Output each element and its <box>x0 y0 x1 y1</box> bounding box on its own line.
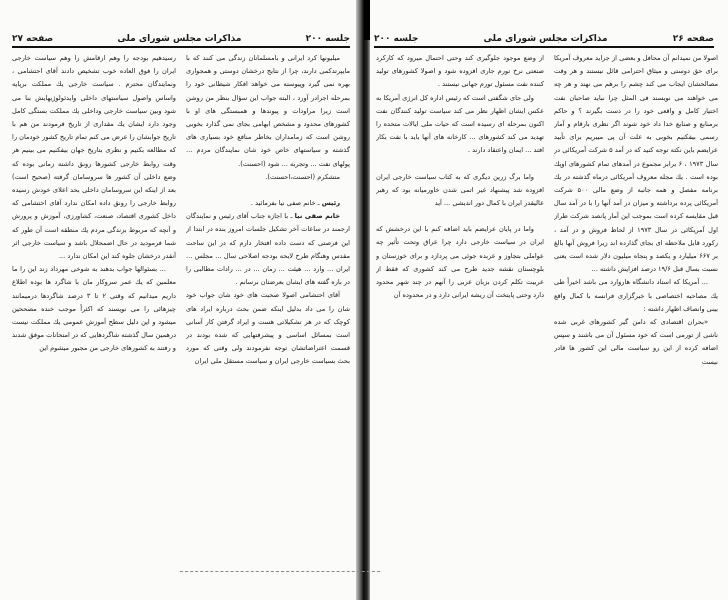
paragraph-speaker-turn <box>186 210 350 289</box>
paragraph <box>12 52 176 263</box>
left-page-title: مذاکرات مجلس شورای ملی <box>117 34 242 44</box>
paragraph-text: ـ خانم صفی نیا بفرمائید . <box>250 199 320 208</box>
left-page-session: جلسه ۲۰۰ <box>305 34 350 44</box>
paragraph <box>186 52 350 171</box>
paragraph <box>554 276 718 316</box>
book-spine-gutter <box>356 0 370 600</box>
paragraph-text: ـ با اجازه جناب آقای رئیس و نمایندگان ارجمند در ساعات آخر تشکیل جلسات امروز بنده در ابتدا از این فرصتی که دست داده افتخار دارم که در این ساحت مقدس وهنگام طرح لایحه بودجه اصلاحی سال ... مجلس ... ایران ... وارد ... هیئت ... زمان ... در ... رادات مطالبی را در باره گفته های ایشان بعرضتان برسانم . <box>186 212 350 287</box>
paragraph-text: آقای احتشامی اصولا صحبت های خود شان جواب خود شان را می داد بدلیل اینکه ضمن بحث درباره ایراد های کوچک که در هر تشکیلاتی هست و ایراد گرفتن کار آسانی است بمسائل اساسی و پیشرفتهایی که شده بودند در قسمت اعتراضاتشان توجه نفرمودند ولی وقتی که مورد بحث بسیاست خارجی ایران و سیاست مستقل ملی ایران <box>186 291 350 366</box>
paragraph <box>554 52 718 276</box>
scan-artifact-line <box>180 571 380 572</box>
right-page-header <box>374 30 714 48</box>
paragraph-text: «بحران اقتصادی که دامن گیر کشورهای غربی شده ناشی از تورمی است که خود مسئول آن می باشند و سپس اضافه کرده از این رو سیاست مالی این کشور ها قادر نیست <box>554 318 718 366</box>
paragraph <box>186 289 350 368</box>
left-page-header <box>12 30 350 48</box>
left-page-column-right <box>186 52 350 582</box>
paragraph-text: ولی جای شگفتی است که رئیس اداره کل انرژی آمریکا به عکس ایشان اظهار نظر می کند سیاست تولید کنندگان نفت اکنون بمرحله ای رسیده است که حیات ملی ایالات متحده را تهدید می کند کشورهای ... کارخانه های آنها باید با نفت بکار افتد ... ایمان واعتقاد دارند . <box>376 93 544 155</box>
left-page-number: صفحه ۲۷ <box>12 34 54 44</box>
paragraph-text: رسیدهیم بودجه را وهم ارقامش را وهم سیاست خارجی ایران را فوق العاده خوب تشخیص دادند آقای احتشامی ، ونمایندگان محترم . سیاست خارجی یك مملکت برپایه واساس واصول سیاستهای داخلی وایدئولوژیهایش بنا می شود وبین سیاست خارجی وداخلی یك مملکت بستگی کامل وجود دارد ایشان یك مقداری از تاریخ فرمودند من هم با تاریخ جوابشان را عرض می کنم تمام تاریخ کشور خودمان را که مطالعه بکنیم و نظری بتاریخ جهان بیفکنیم می بینیم هر وقت روابط خارجی کشورها رونق داشته زمانی بوده که وضع داخلی آن کشور ها سروسامان گرفته (صحیح است) بعد از اینکه این سروسامان داخلی بحد اعلای خودش رسیده روابط خارجی را رونق داده امکان ندارد آقای احتشامی که داخل کشوری اقتصاد، صنعت، کشاورزی، آموزش و پرورش و آنچه که مربوط بزندگی مردم یك منطقه است آن طور که شما فرمودید در حال اضمحلال باشد و سیاست خارجی اثر آنقدر درخشان جلوه کند این امکان ندارد ... <box>12 54 176 261</box>
book-spine-shadow <box>364 0 370 40</box>
paragraph-text: ... بسئوالها جواب بدهند به شوخی مهرداد زند این را ما معلمین که یك عمر سروکار مان با شاگرد ها بوده اطلاع داریم میدانیم که وقتی ۲ تا ۳ درصد شاگردها درمیمانند چیزهائی را می نویسند که اکثراً موجب خنده مصححین میشود و این دلیل سطح آموزش عمومی یك مملکت نیست درهمین سال گذشته شاگردهایی که در امتحانات موفق شدند و رفتند به کشورهای خارجی من مجبور میشوم این <box>12 265 176 353</box>
left-page-column-left <box>12 52 176 582</box>
paragraph-text: واما برگ زرین دیگری که به کتاب سیاست خارجی ایران افزوده شد پیشنهاد غیر اتمی شدن خاورمیانه بود که رهبر عالیقدر ایران با کمال دور اندیشی ... آید <box>376 172 544 208</box>
right-page-number: صفحه ۲۶ <box>672 34 714 44</box>
paragraph <box>376 52 544 92</box>
paragraph-text: از وضع موجود جلوگیری کند وحتی احتمال میرود که کارکرد صنعتی نرخ تورم جاری افزوده شود و اصولا کشورهای تولید کننده نفت مسئول تورم جهانی نیستند . <box>376 54 544 89</box>
left-page <box>0 0 358 600</box>
paragraph-text: ... آمریکا که استاد دانشگاه هاروارد می باشد اخیراً طی یك مصاحبه اختصاصی با خبرگزاری فرانسه با کمال واقع بینی وانصاف اظهار داشته : <box>554 278 718 313</box>
speaker-name: خانم صفی نیا <box>294 212 340 221</box>
paragraph-text: واما در پایان عرایضم باید اضافه کنم با این درخشش که ایران در سیاست خارجی دارد چرا عراق وتحت تأثیر چه عواملی بتجاوز و عربده جوئی می پردازد و برای خوزستان و بلوچستان نقشه جدید طرح می کند کشوری که فقط از عربیت تکلم کردن بزبان عربی را آنهم در چند شهر محدود دارد وحتی پایتخت آن ریشه ایرانی دارد و در محدوده آن <box>376 225 544 300</box>
right-page-column-right <box>554 52 718 582</box>
paragraph-text: میلیونها کرد ایرانی و بامسلمانان زندگی می کنند که با مایپرتدکمی دارند، چرا از نتایج درخشان دوستی و همجواری بهره نمی گیرد وپیوسته می خواهد افکار شیطانی خود را بمرحله اجرادر آورد ، البته جواب این سؤال بنظر من روشن است زیرا مراودات و پیوندها و همبستگی های او با کشورهای محدود و مشخص ابهامی بجای نمی گذارد بخوبی روشن است که زمامداران بخاطر منافع خود بسیاری های گذشته و سیاستهای خاص خود شان نمایندگان مردم ... پولهای نفت ... وتجربه ... شود (احسنت). <box>186 54 350 168</box>
right-page <box>368 0 728 600</box>
right-page-title: مذاکرات مجلس شورای ملی <box>483 34 608 44</box>
paragraph <box>186 171 350 184</box>
paragraph-speaker-turn <box>186 197 350 210</box>
right-page-column-left <box>376 52 544 582</box>
right-page-session: جلسه ۲۰۰ <box>374 34 419 44</box>
paragraph <box>376 92 544 158</box>
paragraph-text: اصولا من نمیدانم آن محافل و بعضی از جراید معروف آمریکا برای حق دوستی و میثاق احترامی قائل نیستند و هر وقت مصالحشان ایجاب می کند چشم را برهم می نهند و هر چه می خواهند می نویسند فی المثل چرا نباید صاحبان نفت اختیار کامل و واقعی خود را در دست بگیرند ؟ و حاکم برمنابع و صنایع خدا داد خود شوند اگر نظری بارقام و آمار رسمی بیفکنیم بخوبی به علت آن پی میبریم برای تأیید عرایضم باین نکته توجه کنید که در آمد ۵ شرکت آمریکائی در سال ۱۹۷۳ ، ۶ برابر مجموع در آمدهای تمام کشورهای اوپك بوده است . یك مجله معروف آمریکائی درماه گذشته در یك برنامه مفصل و همه جانبه از وضع مالی ۵۰۰ شرکت آمریکائی پرده برداشته و میزان در آمد آنها را با در آمد سال قبل مقایسه کرده است بموجب این آمار پانصد شرکت طراز اول آمریکائی در سال ۱۹۷۳ از لحاظ فروش و در آمد ، رکورد قابل ملاحظه ای بجای گذارده اند زیرا فروش آنها بالغ بر ۶۶۷ میلیارد و یکصد و پنجاه میلیون دلار شده است یعنی نسبت بسال قبل ۱۹/۶ درصد افزایش داشته ... <box>554 54 718 274</box>
paragraph <box>554 316 718 369</box>
paragraph <box>12 263 176 355</box>
paragraph <box>376 171 544 211</box>
paragraph <box>376 223 544 302</box>
paragraph-text: متشکرم (احسنت،احسنت). <box>265 172 340 181</box>
speaker-name: رئیس <box>321 199 340 208</box>
